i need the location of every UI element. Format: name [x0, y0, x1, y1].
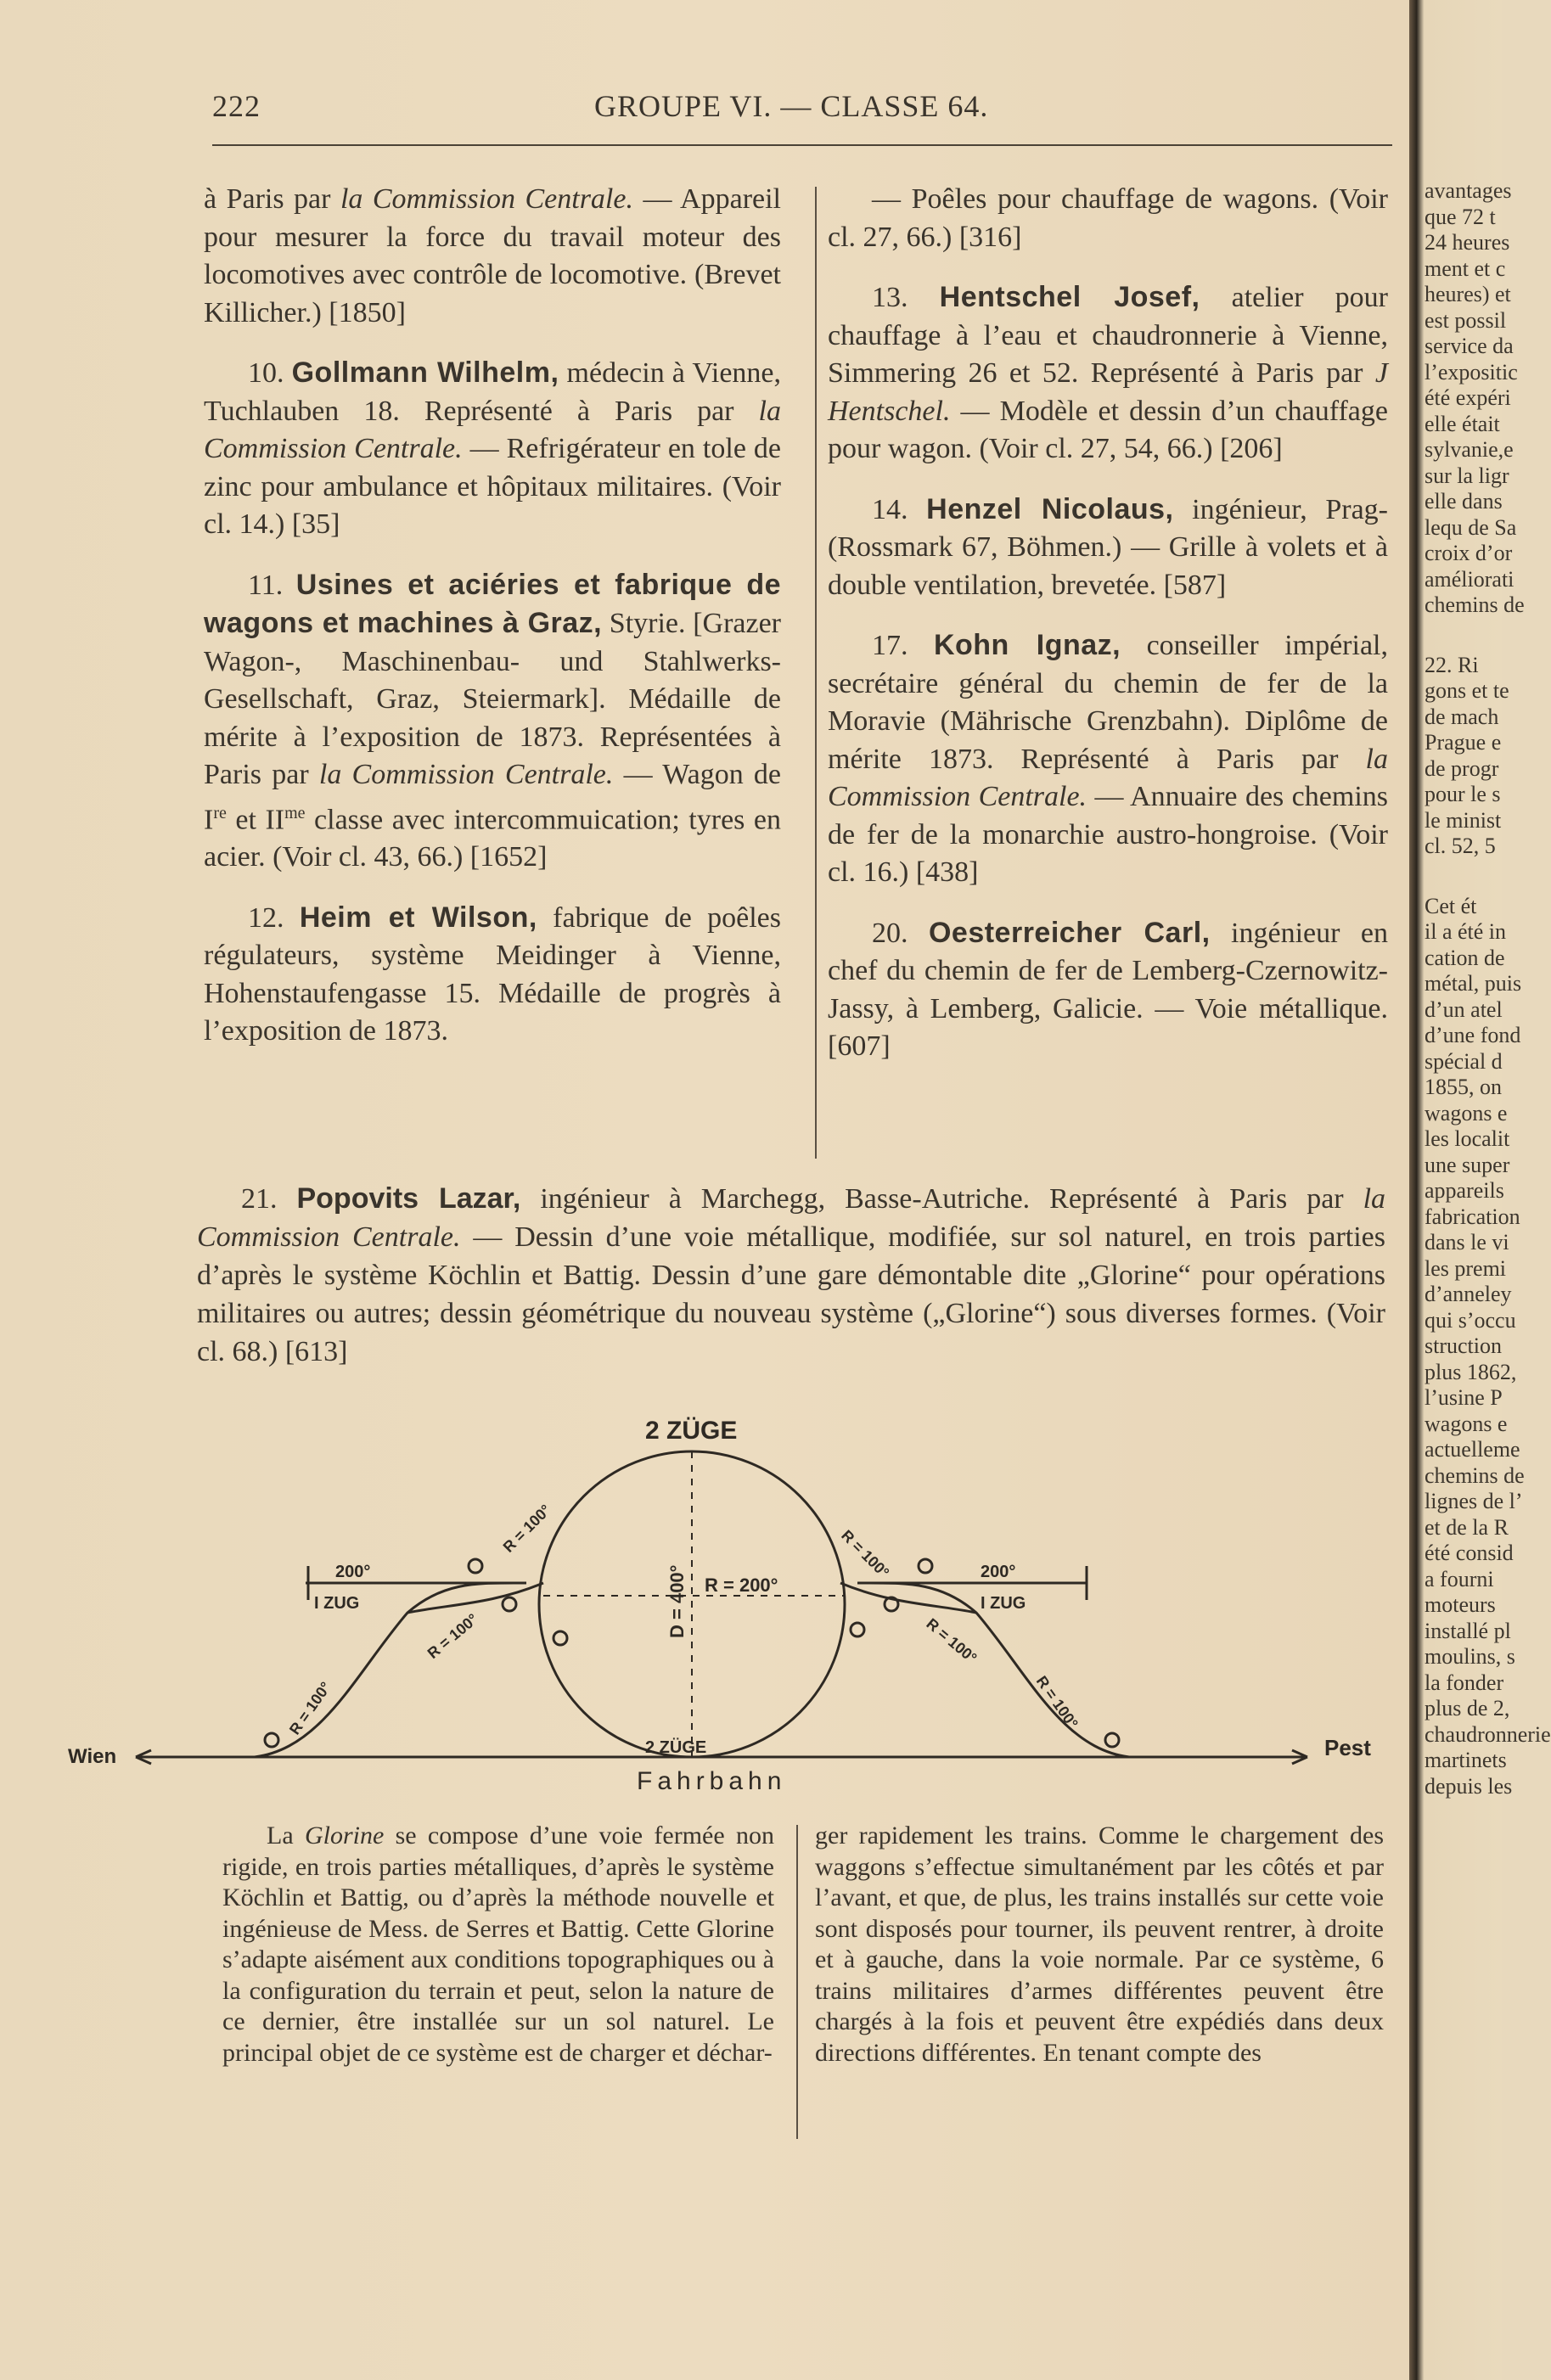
edge-line: la fonder: [1425, 1670, 1504, 1695]
edge-line: lignes de l’: [1425, 1489, 1523, 1513]
edge-line: d’un atel: [1425, 996, 1503, 1022]
edge-line: le minist: [1425, 807, 1502, 833]
edge-line: installé pl: [1425, 1618, 1511, 1643]
edge-line: d’anneley: [1425, 1282, 1512, 1306]
edge-line: les premi: [1425, 1255, 1507, 1281]
bottom-right-column: [815, 1821, 1384, 2068]
edge-line: avantages: [1425, 178, 1512, 203]
edge-line: wagons e: [1425, 1100, 1508, 1125]
exhibitor-name: Kohn Ignaz,: [933, 629, 1121, 661]
label-road: Fahrbahn: [637, 1767, 787, 1795]
edge-line: été expéri: [1425, 385, 1511, 410]
edge-line: sylvanie,e: [1425, 437, 1514, 462]
edge-line: gons et te: [1425, 678, 1509, 703]
entry-continuation-left: à Paris par la Commission Centrale. — Appareil pour mesurer la force du travail moteur des locomotives avec contrôle de locomotive. (Brevet Killicher.) [1850]: [204, 183, 781, 328]
exhibitor-name: Hentschel Josef,: [939, 281, 1200, 313]
entry-21: 21. Popovits Lazar, ingénieur à Marchegg, Basse-Autriche. Représenté à Paris par la Commission Centrale. — Dessin d’une voie métallique, modifiée, sur sol naturel, en trois parties d’après le système Köchlin et Battig. Dessin d’une gare démontable dite „Glorine“ pour opérations militaires ou autres; dessin géométrique du nouveau système („Glorine“) sous diverses formes. (Voir cl. 68.) [613]: [197, 1182, 1386, 1367]
edge-line: l’expositic: [1425, 359, 1518, 385]
edge-line: métal, puis: [1425, 971, 1522, 996]
edge-line: chaudronnerie: [1425, 1721, 1551, 1747]
edge-line: 22. Ri: [1425, 652, 1479, 677]
label-right-length: 200°: [981, 1563, 1016, 1581]
bottom-left-column: [222, 1821, 774, 2068]
glorine-paragraph-2: ger rapidement les trains. Comme le chargement des waggons s’effectue simultanément par les côtés et par l’avant, et que, de plus, les trains installés sur cette voie sont disposés pour tourner, ils peuvent rentrer, à droite et à gauche, dans la voie normale. Par ce système, 6 trains militaires d’armes différentes peuvent être chargés à la fois et peuvent être expédiés dans deux directions différentes. En tenant compte des: [815, 1821, 1384, 2067]
page-header: [212, 85, 1396, 136]
edge-line: plus 1862,: [1425, 1359, 1517, 1384]
edge-line: wagons e: [1425, 1411, 1508, 1436]
edge-line: 1855, on: [1425, 1075, 1502, 1099]
next-page-text: [1425, 178, 1551, 1799]
edge-line: que 72 t: [1425, 204, 1496, 229]
signal-icon: [265, 1733, 278, 1747]
column-divider-bottom: [796, 1825, 798, 2139]
edge-line: cl. 52, 5: [1425, 834, 1496, 858]
running-head: GROUPE VI. — CLASSE 64.: [594, 89, 989, 123]
label-radius-100: R = 100°: [285, 1678, 334, 1738]
edge-line: ment et c: [1425, 255, 1506, 281]
column-divider: [815, 187, 817, 1159]
entry-10: 10. Gollmann Wilhelm, médecin à Vienne, Tuchlauben 18. Représenté à Paris par la Commission Centrale. — Refrigérateur en tole de zinc pour ambulance et hôpitaux militaires. (Voir cl. 14.) [35]: [204, 356, 782, 540]
exhibitor-name: Heim et Wilson,: [299, 901, 537, 934]
edge-line: chemins de: [1425, 1462, 1525, 1488]
edge-line: appareils: [1425, 1178, 1504, 1203]
edge-line: croix d’or: [1425, 541, 1513, 565]
edge-line: 24 heures: [1425, 230, 1510, 255]
edge-line: sur la ligr: [1425, 463, 1509, 488]
edge-line: martinets: [1425, 1748, 1507, 1772]
label-top: 2 ZÜGE: [645, 1417, 738, 1445]
entry-13: 13. Hentschel Josef, atelier pour chauffage à l’eau et chaudronnerie à Vienne, Simmering 26 et 52. Représenté à Paris par J Hentschel. — Modèle et dessin d’un chauffage pour wagon. (Voir cl. 27, 54, 66.) [206]: [828, 281, 1388, 464]
label-right-zug: I ZUG: [981, 1594, 1026, 1613]
edge-line: pour le s: [1425, 782, 1501, 806]
label-radius-100: R = 100°: [499, 1501, 554, 1556]
edge-line: qui s’occu: [1425, 1307, 1516, 1333]
edge-line: elle était: [1425, 411, 1500, 436]
edge-line: spécial d: [1425, 1048, 1503, 1074]
header-rule: [212, 144, 1392, 146]
label-radius-100: R = 100°: [424, 1610, 481, 1663]
entry-11: 11. Usines et aciéries et fabrique de wagons et machines à Graz, Styrie. [Grazer Wagon-, Maschinenbau- und Stahlwerks-Gesellschaft, Graz, Steiermark]. Médaille de mérite à l’exposition de 1873. Représentées à Paris par la Commission Centrale. — Wagon de Ire et $II^{me}$ classe avec intercommuication; tyres en acier. (Voir cl. 43, 66.) [1652]: [204, 568, 782, 873]
entry-20: 20. Oesterreicher Carl, ingénieur en chef du chemin de fer de Lemberg-Czernowitz-Jassy, à Lemberg, Galicie. — Voie métallique. [607]: [828, 916, 1388, 1062]
edge-line: d’une fond: [1425, 1023, 1521, 1047]
signal-icon: [503, 1597, 516, 1611]
edge-line: cation de: [1425, 945, 1505, 970]
edge-line: une super: [1425, 1152, 1510, 1177]
label-radius-100: R = 100°: [923, 1614, 981, 1667]
entry-continuation-right: — Poêles pour chauffage de wagons. (Voir cl. 27, 66.) [316]: [828, 183, 1388, 253]
edge-line: lequ de Sa: [1425, 514, 1517, 540]
label-left-length: 200°: [335, 1563, 371, 1581]
edge-line: moteurs: [1425, 1592, 1496, 1617]
edge-gap: [1425, 860, 1505, 894]
edge-line: de progr: [1425, 755, 1499, 781]
signal-icon: [554, 1631, 567, 1645]
edge-line: moulins, s: [1425, 1644, 1515, 1669]
edge-line: est possil: [1425, 307, 1507, 333]
exhibitor-name: Usines et aciéries et fabrique de wagons et machines à Graz,: [204, 568, 781, 639]
entry-14: 14. Henzel Nicolaus, ingénieur, Prag- (Rossmark 67, Böhmen.) — Grille à volets et à double ventilation, brevetée. [587]: [828, 492, 1388, 601]
signal-icon: [919, 1559, 932, 1573]
edge-line: les localit: [1425, 1126, 1510, 1151]
entry-12: 12. Heim et Wilson, fabrique de poêles régulateurs, système Meidinger à Vienne, Hohenstaufengasse 15. Médaille de progrès à l’exposition de 1873.: [204, 901, 781, 1047]
edge-line: service da: [1425, 334, 1514, 358]
edge-line: Cet ét: [1425, 893, 1477, 918]
edge-line: améliorati: [1425, 566, 1514, 592]
edge-line: fabrication: [1425, 1204, 1520, 1229]
label-diameter: D = 400°: [666, 1564, 688, 1638]
edge-line: été consid: [1425, 1541, 1514, 1565]
signal-icon: [469, 1559, 482, 1573]
edge-line: dans le vi: [1425, 1230, 1509, 1255]
entry-17: 17. Kohn Ignaz, conseiller impérial, secrétaire général du chemin de fer de la Moravie (Mährische Grenzbahn). Diplôme de mérite 1873. Représenté à Paris par la Commission Centrale. — Annuaire des chemins de fer de la monarchie austro-hongroise. (Voir cl. 16.) [438]: [828, 629, 1388, 888]
label-radius-100: R = 100°: [1032, 1672, 1082, 1732]
label-city-right: Pest: [1324, 1735, 1371, 1760]
edge-line: elle dans: [1425, 489, 1503, 514]
edge-line: de mach: [1425, 704, 1499, 729]
wide-entry: [197, 1180, 1385, 1371]
glorine-paragraph-1: La Glorine se compose d’une voie fermée non rigide, en trois parties métalliques, d’après le système Köchlin et Battig, ou d’après la méthode nouvelle et ingénieuse de Mess. de Serres et Battig. Cette Glorine s’adapte aisément aux conditions topographiques ou à la configuration du terrain et peut, selon la nature de ce dernier, être installée sur un sol naturel. Le principal objet de ce système est de charger et déchar-: [222, 1821, 774, 2067]
signal-icon: [851, 1623, 864, 1636]
label-radius-100: R = 100°: [838, 1526, 893, 1581]
edge-line: plus de 2,: [1425, 1696, 1510, 1720]
label-radius: R = 200°: [705, 1575, 778, 1596]
glorine-track-diagram: [51, 1400, 1443, 1808]
signal-icon: [1105, 1733, 1119, 1747]
label-bottom: 2 ZÜGE: [645, 1738, 707, 1757]
edge-line: il a été in: [1425, 919, 1507, 944]
exhibitor-name: Oesterreicher Carl,: [928, 916, 1211, 949]
label-left-zug: I ZUG: [314, 1594, 360, 1613]
edge-line: chemins de: [1425, 592, 1525, 617]
right-column: [828, 181, 1388, 1066]
page-number: 222: [212, 89, 261, 123]
exhibitor-name: Henzel Nicolaus,: [926, 492, 1174, 525]
edge-line: a fourni: [1425, 1566, 1494, 1591]
edge-line: et de la R: [1425, 1514, 1509, 1540]
label-city-left: Wien: [68, 1745, 117, 1768]
edge-line: heures) et: [1425, 282, 1511, 306]
edge-line: depuis les: [1425, 1773, 1513, 1799]
edge-line: actuelleme: [1425, 1437, 1520, 1462]
edge-gap: [1425, 619, 1505, 653]
exhibitor-name: Popovits Lazar,: [296, 1182, 521, 1215]
edge-line: l’usine P: [1425, 1385, 1503, 1410]
exhibitor-name: Gollmann Wilhelm,: [291, 356, 559, 389]
next-page-edge: [1409, 0, 1551, 2380]
edge-line: Prague e: [1425, 730, 1502, 755]
left-column: [204, 181, 781, 1051]
edge-line: struction: [1425, 1333, 1502, 1358]
